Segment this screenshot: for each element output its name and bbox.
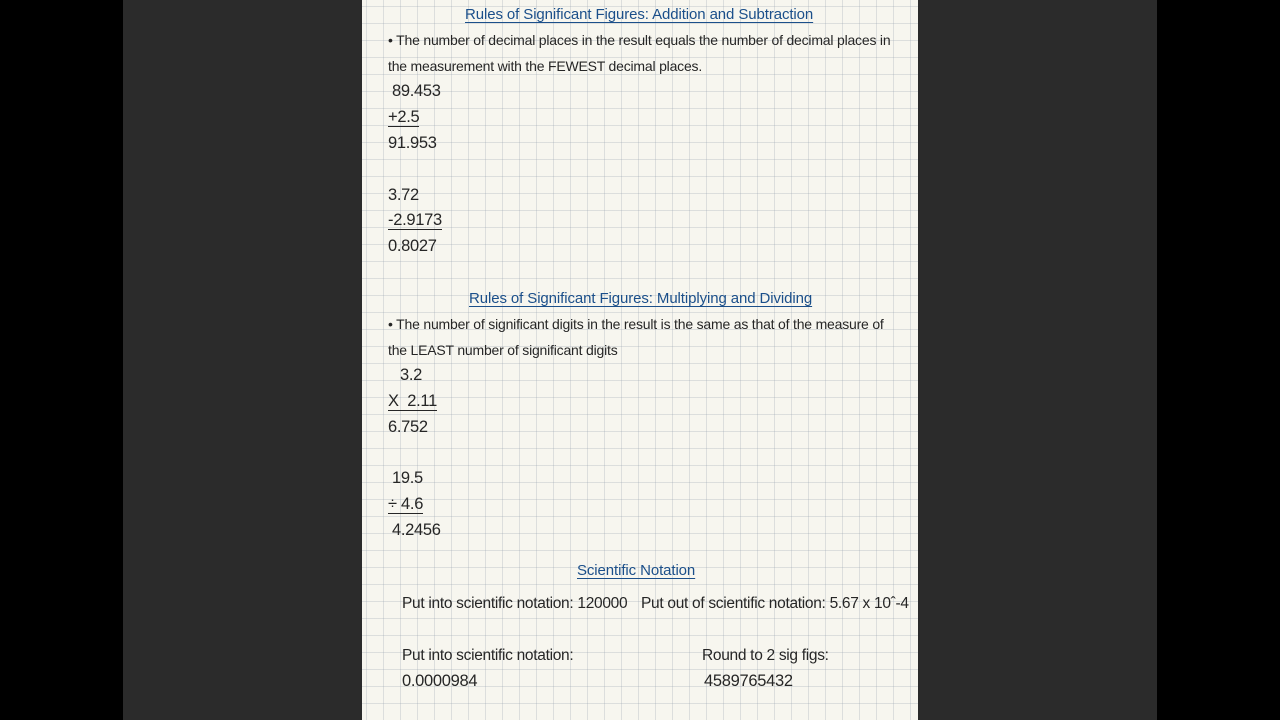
multiply-ex2-operand-b: ÷ 4.6 (388, 495, 424, 513)
addition-ex2-operand-b: -2.9173 (388, 211, 442, 229)
right-pillarbox (918, 0, 1157, 720)
graph-paper-page (362, 0, 918, 720)
addition-ex1-operand-a: 89.453 (392, 82, 441, 100)
addition-ex2-result: 0.8027 (388, 237, 437, 255)
scientific-question-4-value: 4589765432 (704, 672, 793, 690)
addition-ex1-result: 91.953 (388, 134, 437, 152)
scientific-question-2: Put out of scientific notation: 5.67 x 10ˆ-4 (641, 595, 909, 612)
addition-ex2-operand-a: 3.72 (388, 186, 419, 204)
scientific-question-3-label: Put into scientific notation: (402, 647, 574, 664)
multiply-ex1-operand-a: 3.2 (400, 366, 423, 384)
scientific-question-3-value: 0.0000984 (402, 672, 478, 690)
right-letterbox (1157, 0, 1280, 720)
addition-heading: Rules of Significant Figures: Addition and Subtraction (465, 6, 814, 23)
scientific-heading: Scientific Notation (577, 562, 696, 579)
scientific-question-4-label: Round to 2 sig figs: (702, 647, 829, 664)
multiply-heading: Rules of Significant Figures: Multiplying and Dividing (469, 290, 813, 307)
addition-rule-line1: • The number of decimal places in the result equals the number of decimal places in (388, 32, 891, 48)
multiply-rule-line2: the LEAST number of significant digits (388, 342, 618, 358)
multiply-rule-line1: • The number of significant digits in the result is the same as that of the measure of (388, 316, 884, 332)
scientific-question-1: Put into scientific notation: 120000 (402, 595, 628, 612)
multiply-ex1-result: 6.752 (388, 418, 428, 436)
left-pillarbox (123, 0, 362, 720)
multiply-ex2-operand-a: 19.5 (392, 469, 423, 487)
multiply-ex2-result: 4.2456 (392, 521, 441, 539)
multiply-ex1-operand-b: X 2.11 (388, 392, 437, 410)
left-letterbox (0, 0, 123, 720)
addition-ex1-operand-b: +2.5 (388, 108, 420, 126)
addition-rule-line2: the measurement with the FEWEST decimal places. (388, 58, 703, 74)
